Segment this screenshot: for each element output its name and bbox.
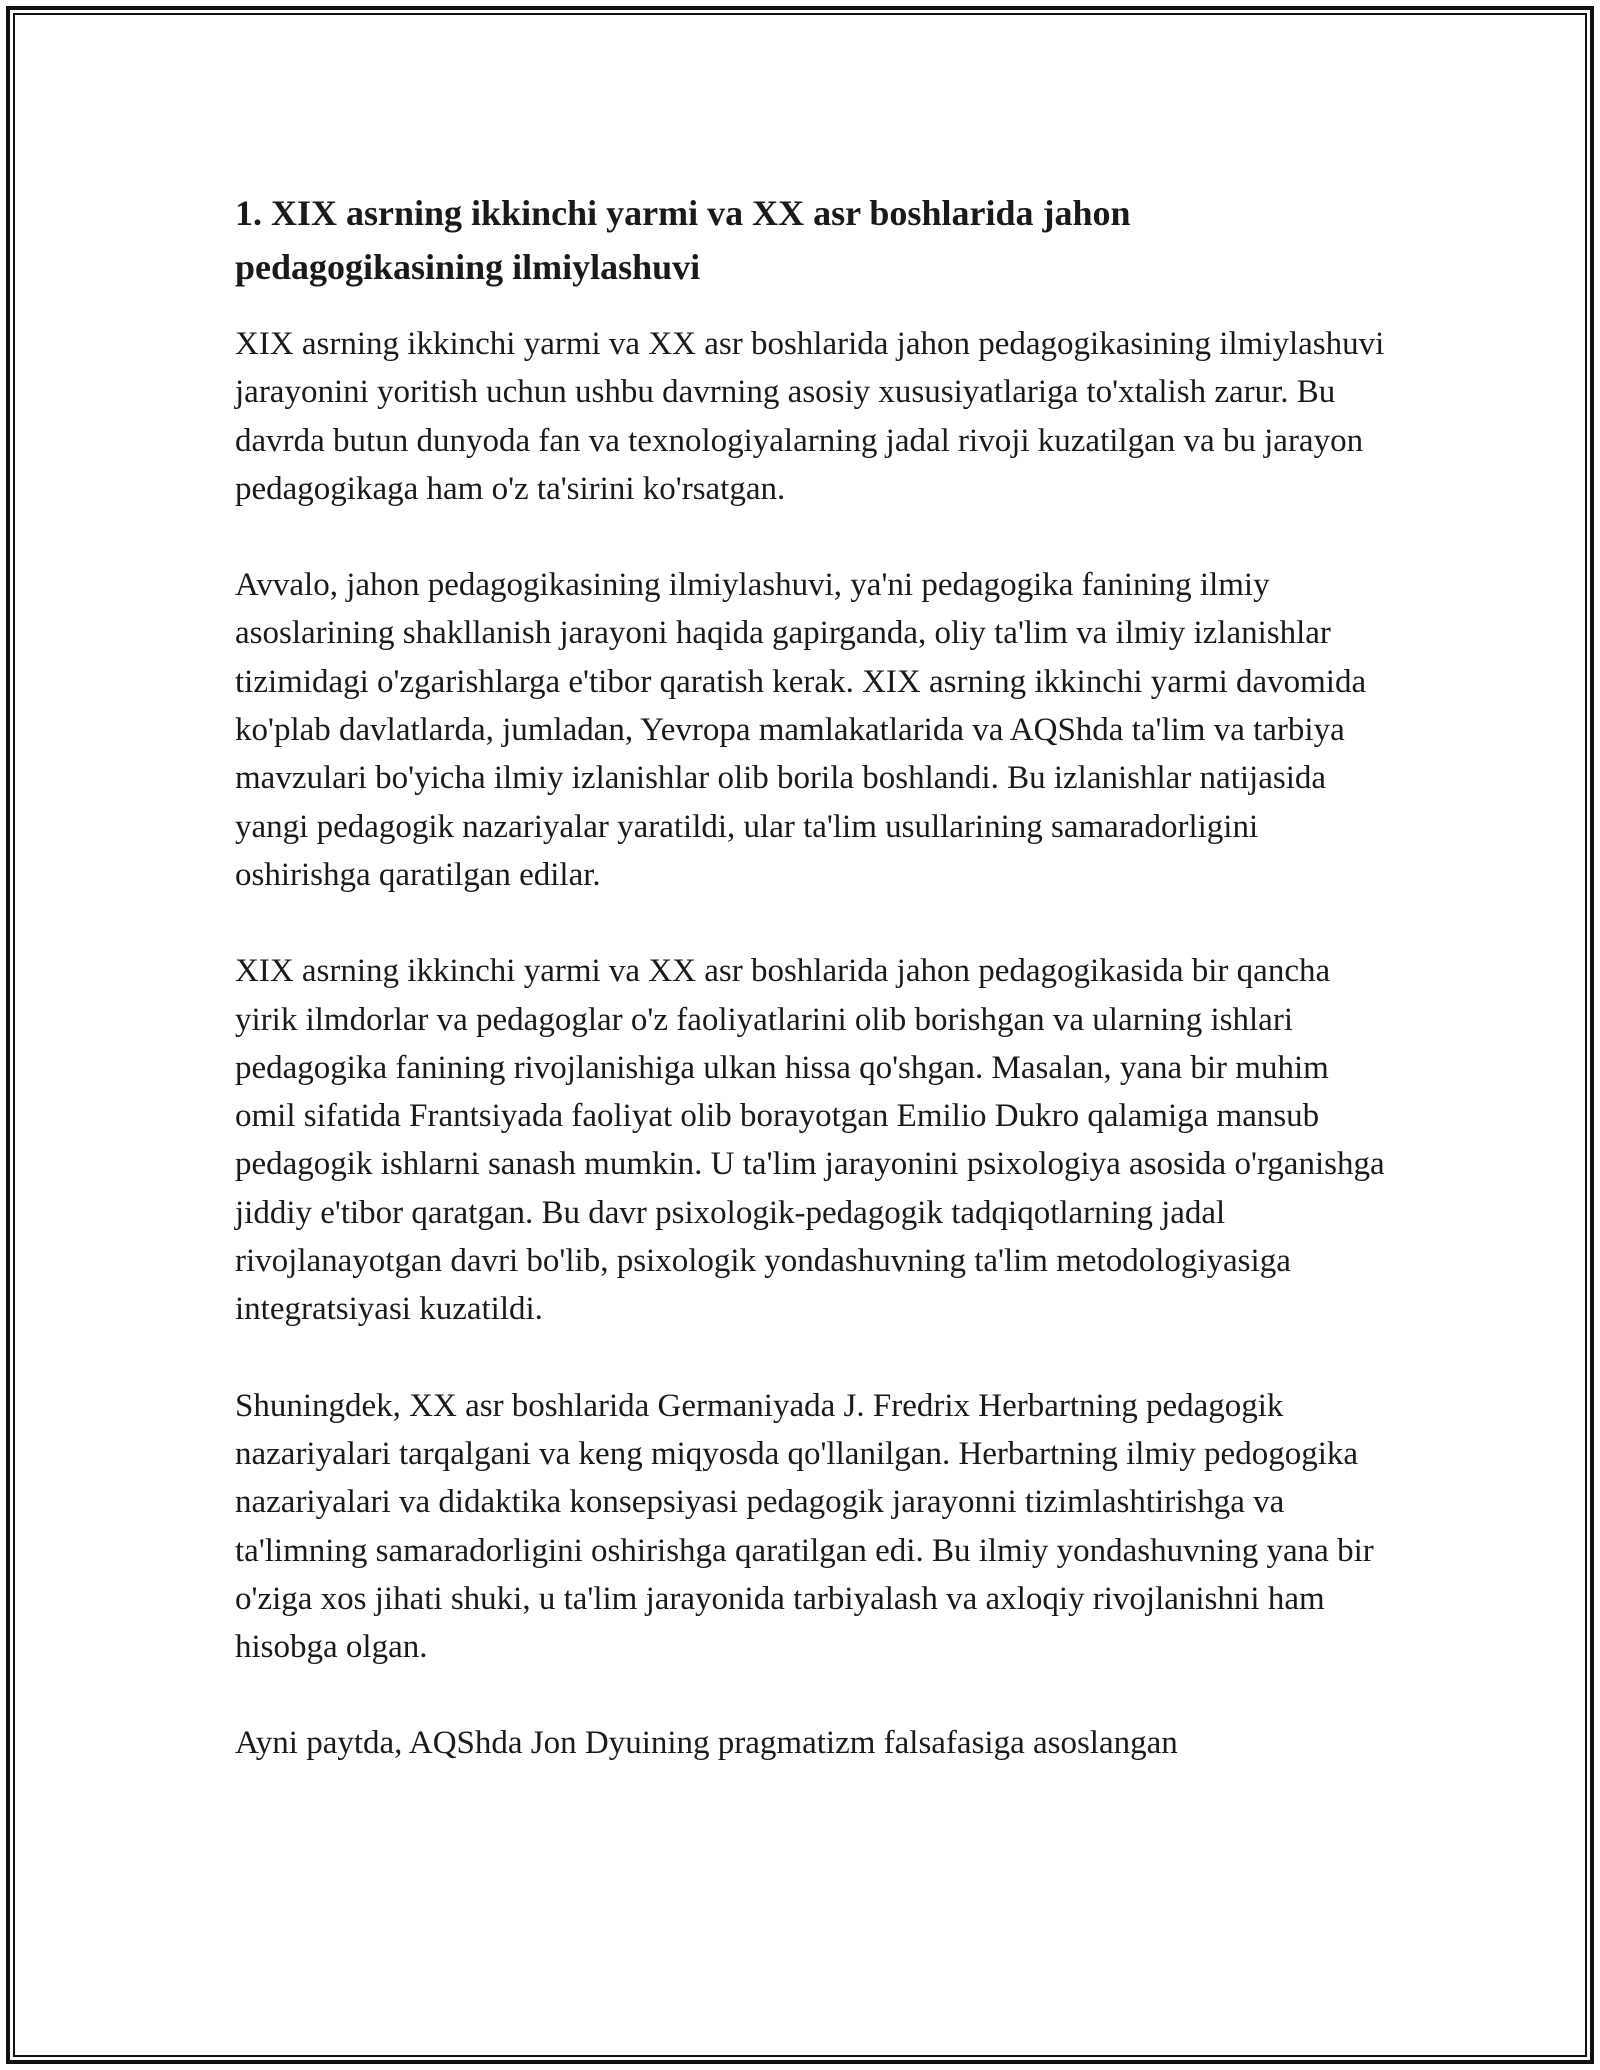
paragraph-4: Shuningdek, XX asr boshlarida Germaniyada J. Fredrix Herbartning pedagogik nazariyalari tarqalgani va keng miqyosda qo'llanilgan. Herbartning ilmiy pedogogika nazariyalari va didaktika konsepsiyasi pedagogik jarayonni tizimlashtirishga va ta'limning samaradorligini oshirishga qaratilgan edi. Bu ilmiy yondashuvning yana bir o'ziga xos jihati shuki, u ta'lim jarayonida tarbiyalash va axloqiy rivojlanishni ham hisobga olgan. [235,1387,1374,1666]
section-heading: 1. XIX asrning ikkinchi yarmi va XX asr boshlarida jahon pedagogikasining ilmiylashuvi [235,193,1131,287]
paragraph-5: Ayni paytda, AQShda Jon Dyuining pragmatizm falsafasiga asoslangan [235,1725,1178,1762]
paragraph-2: Avvalo, jahon pedagogikasining ilmiylashuvi, ya'ni pedagogika fanining ilmiy asoslarining shakllanish jarayoni haqida gapirganda, oliy ta'lim va ilmiy izlanishlar tizimidagi o'zgarishlarga e'tibor qaratish kerak. XIX asrning ikkinchi yarmi davomida ko'plab davlatlarda, jumladan, Yevropa mamlakatlarida va AQShda ta'lim va tarbiya mavzulari bo'yicha ilmiy izlanishlar olib borila boshlandi. Bu izlanishlar natijasida yangi pedagogik nazariyalar yaratildi, ular ta'lim usullarining samaradorligini oshirishga qaratilgan edilar. [235,567,1367,893]
document-body [235,186,1385,1816]
paragraph-3: XIX asrning ikkinchi yarmi va XX asr boshlarida jahon pedagogikasida bir qancha yirik ilmdorlar va pedagoglar o'z faoliyatlarini olib borishgan va ularning ishlari pedagogika fanining rivojlanishiga ulkan hissa qo'shgan. Masalan, yana bir muhim omil sifatida Frantsiyada faoliyat olib borayotgan Emilio Dukro qalamiga mansub pedagogik ishlarni sanash mumkin. U ta'lim jarayonini psixologiya asosida o'rganishga jiddiy e'tibor qaratgan. Bu davr psixologik-pedagogik tadqiqotlarning jadal rivojlanayotgan davri bo'lib, psixologik yondashuvning ta'lim metodologiyasiga integratsiyasi kuzatildi. [235,953,1385,1328]
paragraph-1: XIX asrning ikkinchi yarmi va XX asr boshlarida jahon pedagogikasining ilmiylashuvi jarayonini yoritish uchun ushbu davrning asosiy xususiyatlariga to'xtalish zarur. Bu davrda butun dunyoda fan va texnologiyalarning jadal rivoji kuzatilgan va bu jarayon pedagogikaga ham o'z ta'sirini ko'rsatgan. [235,326,1385,507]
